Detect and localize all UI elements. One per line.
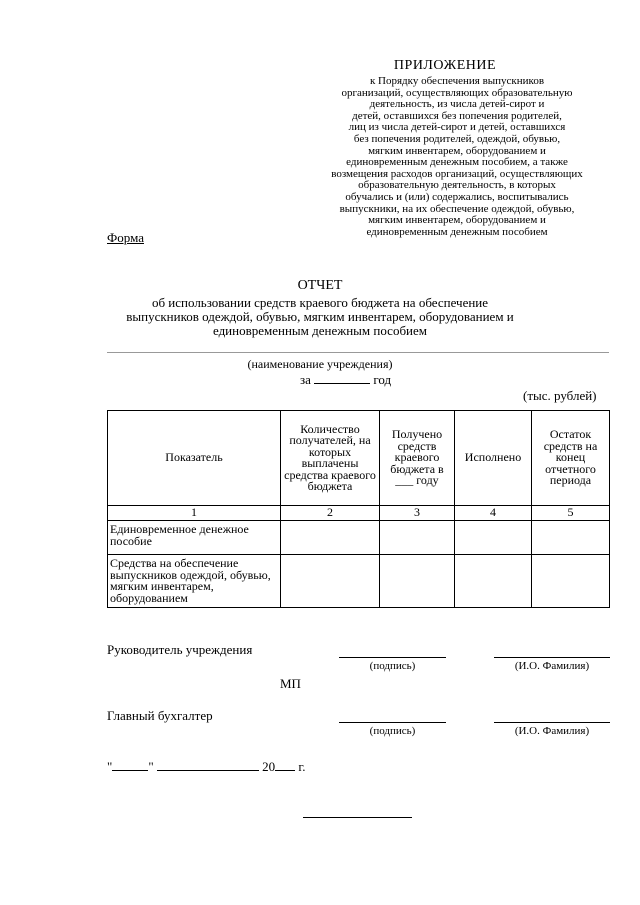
appendix-line: мягким инвентарем, оборудованием и [368, 144, 546, 157]
table-cell[interactable] [380, 521, 455, 555]
report-year-line [300, 372, 391, 388]
date-open-quote: " [107, 759, 113, 774]
date-year-prefix: 20 [262, 759, 276, 774]
header-cell: Остаток средств на конец отчетного периода [532, 411, 610, 506]
appendix-line: к Порядку обеспечения выпускников [369, 75, 545, 87]
accountant-name-line[interactable] [494, 722, 610, 723]
column-number: 4 [455, 506, 532, 521]
appendix-line: выпускники, на их обеспечение одеждой, обувью, [339, 202, 575, 215]
header-cell: Показатель [108, 411, 281, 506]
table-cell[interactable] [532, 521, 610, 555]
year-blank[interactable] [314, 372, 370, 384]
appendix-line: лиц из числа детей-сирот и детей, оставшихся [348, 121, 566, 134]
header-cell: Количество получателей, на которых выплачены средства краевого бюджета [281, 411, 380, 506]
appendix-line: без попечения родителей, одеждой, обувью, [353, 132, 561, 145]
table-cell[interactable] [532, 555, 610, 608]
head-signature-line[interactable] [339, 657, 446, 658]
appendix-line: детей, оставшихся без попечения родителей, [352, 109, 562, 122]
form-label: Форма [107, 230, 144, 245]
appendix-line: деятельность, из числа детей-сирот и [369, 98, 545, 111]
bottom-signature-line[interactable] [303, 817, 412, 818]
report-subtitle-line: об использовании средств краевого бюджета на обеспечение [151, 295, 489, 310]
appendix-line: единовременным денежным пособием [366, 225, 548, 238]
table-cell[interactable] [281, 521, 380, 555]
head-signature-caption: (подпись) [369, 660, 416, 672]
report-subtitle-line: единовременным денежным пособием [212, 323, 428, 338]
report-subtitle-line: выпускников одеждой, обувью, мягким инвентарем, оборудованием и [126, 309, 514, 324]
appendix-text [322, 76, 592, 238]
appendix-line: организаций, осуществляющих образовательную [341, 86, 573, 99]
column-number: 5 [532, 506, 610, 521]
appendix-line: возмещения расходов организаций, осуществляющих [331, 167, 583, 180]
accountant-signature-caption: (подпись) [369, 725, 416, 737]
units-label: (тыс. рублей) [523, 388, 597, 403]
institution-caption: (наименование учреждения) [247, 357, 393, 371]
stamp-label: МП [280, 676, 301, 691]
table-cell[interactable] [380, 555, 455, 608]
month-blank[interactable] [157, 759, 259, 771]
table-header-row [108, 411, 610, 506]
table-row [108, 521, 610, 555]
row-label: Единовременное денежное пособие [108, 521, 281, 555]
head-name-caption: (И.О. Фамилия) [514, 660, 590, 672]
accountant-name-caption: (И.О. Фамилия) [514, 725, 590, 737]
date-close-quote: " [148, 759, 154, 774]
column-number: 1 [108, 506, 281, 521]
year-prefix: за [300, 372, 311, 387]
accountant-label: Главный бухгалтер [107, 708, 213, 723]
header-cell: Получено средств краевого бюджета в ___ году [380, 411, 455, 506]
column-number: 2 [281, 506, 380, 521]
column-number: 3 [380, 506, 455, 521]
appendix-line: образовательную деятельность, в которых [358, 179, 556, 192]
year-digits-blank[interactable] [275, 759, 295, 771]
day-blank[interactable] [112, 759, 148, 771]
report-table [107, 410, 610, 608]
year-suffix: год [373, 372, 392, 387]
appendix-line: единовременным денежным пособием, а также [346, 156, 568, 169]
appendix-line: мягким инвентарем, оборудованием и [368, 214, 546, 227]
report-title: ОТЧЕТ [297, 278, 343, 293]
report-subtitle [120, 296, 520, 338]
date-line [107, 759, 306, 775]
header-cell: Исполнено [455, 411, 532, 506]
head-label: Руководитель учреждения [107, 642, 253, 657]
head-name-line[interactable] [494, 657, 610, 658]
table-cell[interactable] [455, 521, 532, 555]
table-row [108, 555, 610, 608]
row-label: Средства на обеспечение выпускников одеждой, обувью, мягким инвентарем, оборудованием [108, 555, 281, 608]
institution-name-line[interactable] [107, 352, 609, 353]
accountant-signature-line[interactable] [339, 722, 446, 723]
date-year-suffix: г. [298, 759, 306, 774]
appendix-line: обучались и (или) содержались, воспитывались [345, 190, 569, 203]
appendix-title: ПРИЛОЖЕНИЕ [393, 58, 497, 73]
column-number-row [108, 506, 610, 521]
table-cell[interactable] [455, 555, 532, 608]
table-cell[interactable] [281, 555, 380, 608]
